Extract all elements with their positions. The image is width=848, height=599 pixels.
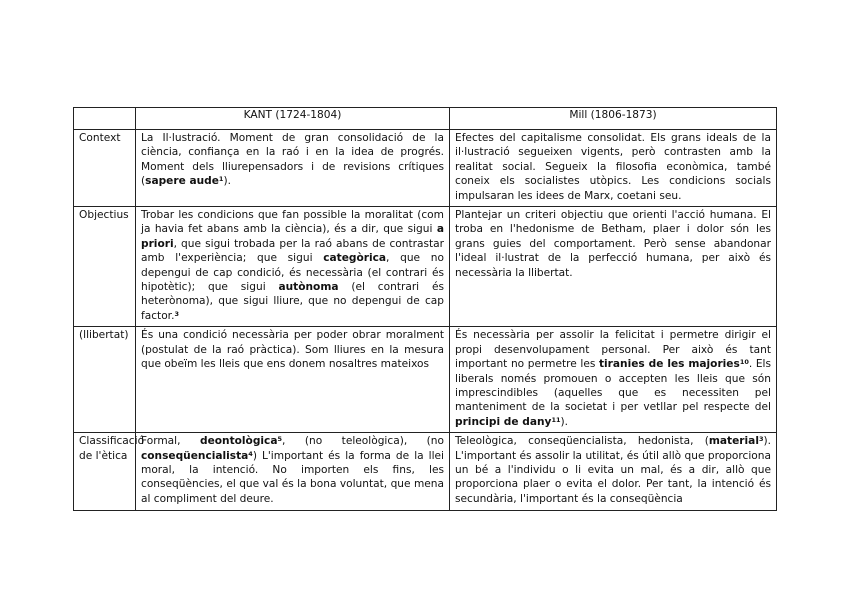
table-row — [74, 207, 777, 327]
text-run: Formal, — [141, 435, 200, 448]
row-label-context: Context — [74, 130, 136, 207]
text-run: (el contrari és heterònoma), que sigui lliure, que no depengui de cap factor. — [141, 281, 444, 322]
bold-term: deontològica — [199, 435, 278, 448]
cell-kant-llibertat: És una condició necessària per poder obrar moralment (postulat de la raó pràctica). Som lliures en la mesura que obeïm les lleis que ens donem nosaltres mateixos — [136, 327, 450, 433]
bold-term: principi de dany — [455, 415, 552, 428]
cell-mill-llibertat — [450, 327, 777, 433]
footnote-ref: 3 — [758, 435, 764, 444]
cell-clip — [455, 434, 771, 505]
text-run: ). L'important és assolir la utilitat, és útil allò que proporciona un bé a l'individu o li evita un mal, és a dir, allò que proporciona plaer o evita el dolor. Per tant, la intenció és secundària, l'important és la conseqüència — [455, 435, 771, 505]
comparison-table — [73, 107, 777, 511]
cell-mill-objectius: Plantejar un criteri objectiu que orienti l'acció humana. El troba en l'hedonisme de Betham, plaer i dolor són les grans guies del comportament. Però sense abandonar l'ideal il·lustrat de la perfecció humana, per això és necessària la llibertat. — [450, 207, 777, 327]
cell-mill-context: Efectes del capitalisme consolidat. Els grans ideals de la il·lustració segueixen vigents, però contrasten amb la realitat social. Segueix la filosofia econòmica, també coneix els socialistes utòpics. Les condicions socials impulsaran les idees de Marx, coetani seu. — [450, 130, 777, 207]
row-label-classificacio: Classificació de l'ètica — [74, 433, 136, 511]
text-run: ) L'important és la forma de la llei moral, la intenció. No importen els fins, les conseqüències, el que val és la bona voluntat, que mena al compliment del deure. — [141, 449, 444, 505]
text-run: , que sigui trobada per la raó abans de contrastar amb l'experiència; que sigui — [141, 237, 444, 265]
table-row — [74, 130, 777, 207]
footnote-ref: 10 — [739, 358, 749, 367]
text-run: , que no depengui de cap condició, és necessària (el contrari és hipotètic); que sigui — [141, 252, 444, 294]
header-empty-cell — [74, 108, 136, 130]
text-run: ). — [223, 175, 231, 188]
text-run: Trobar les condicions que fan possible la moralitat (com ja havia fet abans amb la ciència), és a dir, que sigui — [141, 209, 444, 236]
cell-kant-classificacio — [136, 433, 450, 511]
bold-term: material — [708, 435, 759, 448]
text-run: ). — [560, 415, 568, 428]
bold-term: categòrica — [323, 252, 387, 265]
bold-term: autònoma — [278, 281, 339, 294]
footnote-ref: 4 — [248, 449, 253, 458]
cell-kant-context — [136, 130, 450, 207]
bold-term: conseqüencialista — [141, 449, 249, 462]
footnote-ref: 3 — [174, 309, 179, 318]
text-run: Teleològica, conseqüencialista, hedonista, ( — [455, 435, 709, 448]
bold-term: tiranies de les majories — [598, 358, 740, 371]
table-row — [74, 327, 777, 433]
row-label-objectius: Objectius — [74, 207, 136, 327]
text-run: , (no teleològica), (no — [282, 435, 445, 448]
bold-term: sapere aude — [145, 175, 219, 188]
footnote-ref: 11 — [551, 415, 561, 424]
table-row — [74, 433, 777, 511]
header-kant: KANT (1724-1804) — [136, 108, 450, 130]
text-run: És necessària per assolir la felicitat i permetre dirigir el propi desenvolupament personal. Per això és tant important no permetre les — [455, 329, 771, 371]
footnote-ref: 5 — [277, 435, 282, 444]
header-mill: Mill (1806-1873) — [450, 108, 777, 130]
text-run: . Els liberals només promouen o accepten les lleis que són imprescindibles (aquelles que es necessiten pel manteniment de la societat i per vetllar pel respecte del — [455, 358, 771, 414]
header-row — [74, 108, 777, 130]
text-run: La Il·lustració. Moment de gran consolidació de la ciència, confiança en la raó i en la idea de progrés. Moment dels lliurepensadors i de revisions crítiques ( — [141, 132, 444, 188]
row-label-llibertat: (llibertat) — [74, 327, 136, 433]
cell-mill-classificacio — [450, 433, 777, 511]
cell-kant-objectius — [136, 207, 450, 327]
footnote-ref: 1 — [218, 175, 224, 184]
bold-term: a priori — [141, 223, 444, 250]
